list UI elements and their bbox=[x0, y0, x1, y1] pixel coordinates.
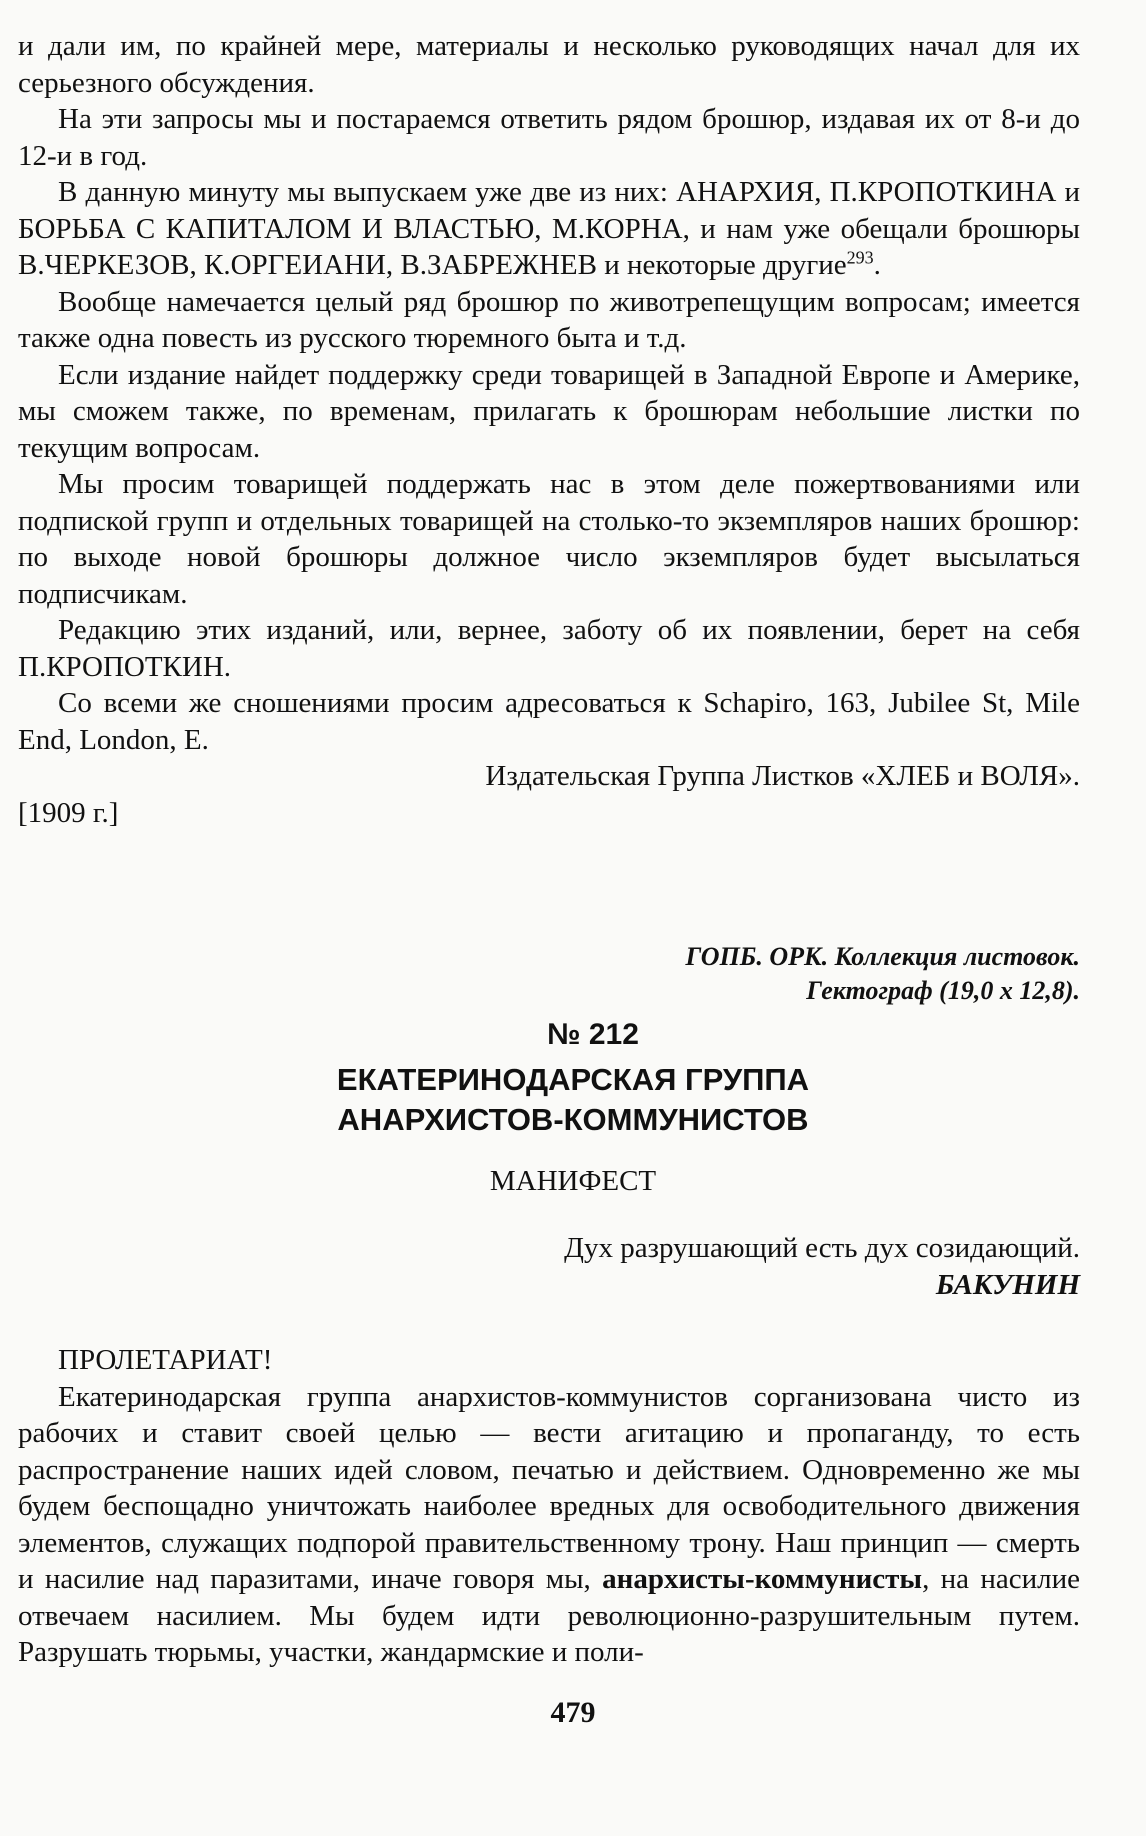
paragraph-address: Со всеми же сношениями просим адресоваться к Schapiro, 163, Jubilee St, Mile End, London, E. bbox=[18, 687, 1080, 756]
document-title bbox=[0, 1060, 1146, 1140]
source-line-format: Гектограф (19,0 х 12,8). bbox=[806, 976, 1080, 1005]
paragraph: На эти запросы мы и постараемся ответить рядом брошюр, издавая их от 8-и до 12-и в год. bbox=[18, 103, 1080, 172]
date-note: [1909 г.] bbox=[18, 796, 119, 829]
manifest-emphasis: анархисты-коммунисты bbox=[602, 1563, 923, 1595]
intro-section bbox=[18, 28, 1080, 831]
publisher-signature: Издательская Группа Листков «ХЛЕБ и ВОЛЯ». bbox=[485, 760, 1080, 792]
manifest-body bbox=[18, 1342, 1080, 1671]
paragraph-text: В данную минуту мы выпускаем уже две из них: АНАРХИЯ, П.КРОПОТКИНА и БОРЬБА С КАПИТАЛОМ И ВЛАСТЬЮ, М.КОРНА, и нам уже обещали брошюры В.ЧЕРКЕЗОВ, К.ОРГЕИАНИ, В.ЗАБРЕЖНЕВ и некоторые другие bbox=[18, 176, 1080, 281]
manifest-paragraph bbox=[18, 1379, 1080, 1671]
epigraph-quote: Дух разрушающий есть дух созидающий. bbox=[564, 1232, 1080, 1264]
epigraph-author: БАКУНИН bbox=[935, 1269, 1080, 1301]
document-number: № 212 bbox=[547, 1018, 639, 1051]
manifest-text-a: Екатеринодарская группа анархистов-коммунистов сорганизована чисто из рабочих и ставит своей целью — вести агитацию и пропаганду, то есть распространение наших идей словом, печатью и действием. Одновременно же мы будем беспощадно уничтожать наиболее вредных для освободительного движения элементов, служащих подпорой правительственному трону. Наш принцип — смерть и насилие над паразитами, иначе говоря мы, bbox=[18, 1380, 1080, 1595]
paragraph: Мы просим товарищей поддержать нас в этом деле пожертвованиями или подпиской групп и отдельных товарищей на столько-то экземпляров наших брошюр: по выходе новой брошюры должное число экземпляров будет высылаться подписчикам. bbox=[18, 468, 1080, 610]
paragraph: Если издание найдет поддержку среди товарищей в Западной Европе и Америке, мы сможем также, по временам, прилагать к брошюрам небольшие листки по текущим вопросам. bbox=[18, 358, 1080, 464]
paragraph-brochures bbox=[18, 174, 1080, 284]
paragraph: Редакцию этих изданий, или, вернее, заботу об их появлении, берет на себя П.КРОПОТКИН. bbox=[18, 614, 1080, 683]
title-line-2: АНАРХИСТОВ-КОММУНИСТОВ bbox=[337, 1102, 809, 1137]
page-number: 479 bbox=[550, 1696, 596, 1729]
paragraph-continued: и дали им, по крайней мере, материалы и несколько руководящих начал для их серьезного обсуждения. bbox=[18, 30, 1080, 99]
epigraph bbox=[18, 1230, 1080, 1304]
manifest-heading: МАНИФЕСТ bbox=[489, 1165, 657, 1197]
paragraph-tail: . bbox=[873, 249, 881, 281]
footnote-marker: 293 bbox=[846, 247, 874, 268]
source-line-collection: ГОПБ. ОРК. Коллекция листовок. bbox=[685, 942, 1080, 971]
source-note bbox=[18, 940, 1080, 1008]
title-line-1: ЕКАТЕРИНОДАРСКАЯ ГРУППА bbox=[336, 1062, 810, 1097]
manifest-text-b: , на насилие отвечаем насилием. Мы будем идти революционно-разрушительным путем. Разрушать тюрьмы, участки, жандармские и поли- bbox=[18, 1563, 1080, 1668]
paragraph: Вообще намечается целый ряд брошюр по животрепещущим вопросам; имеется также одна повесть из русского тюремного быта и т.д. bbox=[18, 285, 1080, 354]
address-line: ПРОЛЕТАРИАТ! bbox=[58, 1344, 273, 1376]
